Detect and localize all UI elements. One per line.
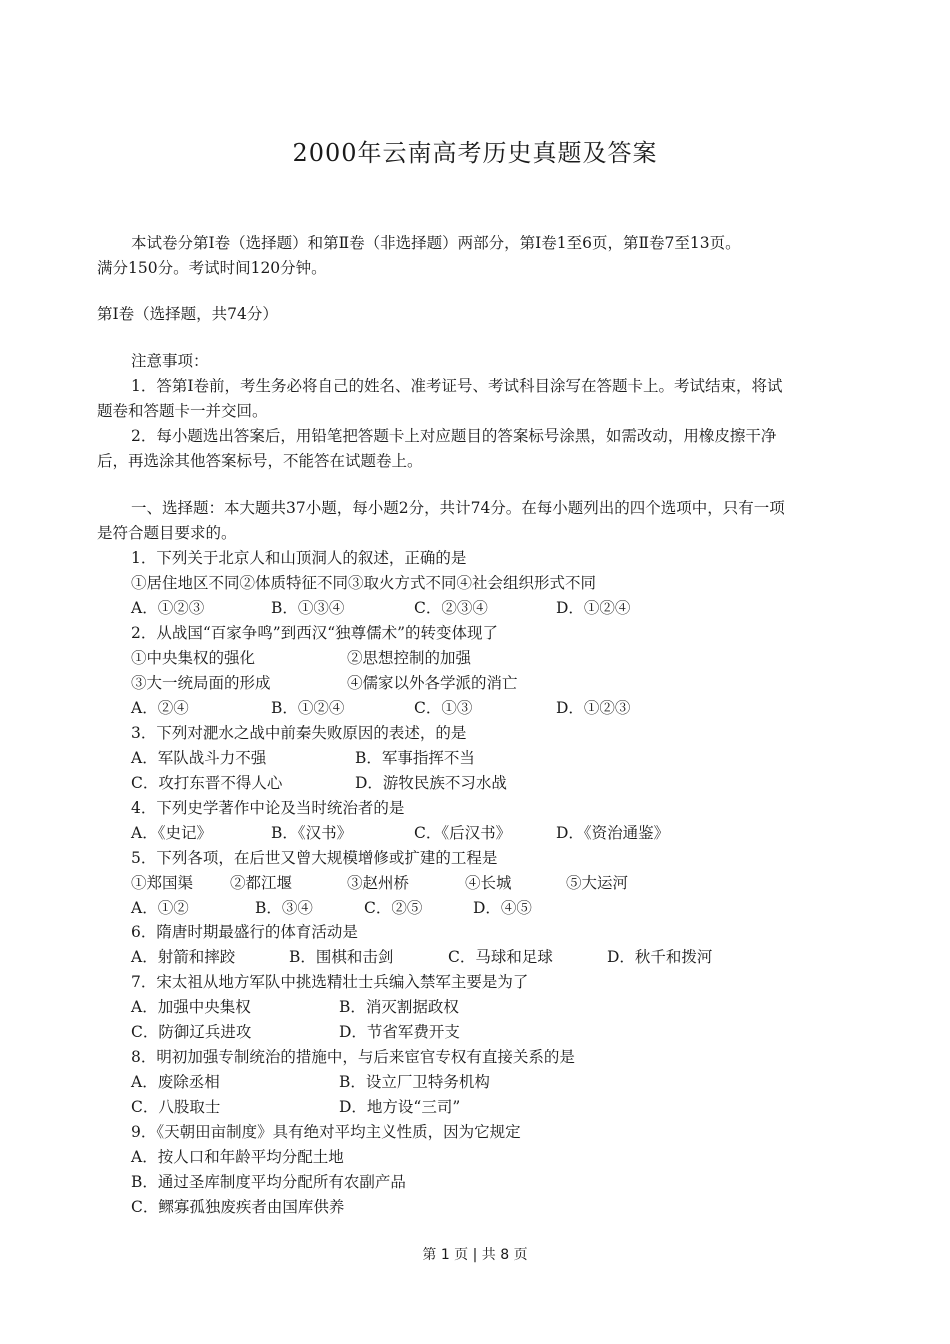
q7-option-d: D．节省军费开支	[339, 1023, 460, 1041]
notes-heading: 注意事项：	[131, 352, 209, 370]
q4-stem: 4．下列史学著作中论及当时统治者的是	[131, 799, 405, 817]
q2-option-c: C．①③	[414, 699, 473, 717]
q8-option-a: A．废除丞相	[131, 1073, 220, 1091]
q5-stem: 5．下列各项，在后世又曾大规模增修或扩建的工程是	[131, 849, 498, 867]
q8-stem: 8．明初加强专制统治的措施中，与后来宦官专权有直接关系的是	[131, 1048, 575, 1066]
q1-option-d: D．①②④	[556, 599, 631, 617]
document-title: 2000年云南高考历史真题及答案	[292, 139, 658, 167]
q3-stem: 3．下列对淝水之战中前秦失败原因的表述，的是	[131, 724, 467, 742]
q9-stem: 9．《天朝田亩制度》具有绝对平均主义性质，因为它规定	[131, 1123, 521, 1141]
q5-option-d: D．④⑤	[473, 899, 532, 917]
q9-option-a: A．按人口和年龄平均分配土地	[131, 1148, 344, 1166]
notes-line-1: 1．答第Ⅰ卷前，考生务必将自己的姓名、准考证号、考试科目涂写在答题卡上。考试结束，将试	[131, 377, 783, 395]
q5-item-2: ②都江堰	[230, 874, 293, 892]
q6-option-d: D．秋千和拨河	[607, 948, 713, 966]
q5-option-a: A．①②	[131, 899, 189, 917]
q2-option-d: D．①②③	[556, 699, 631, 717]
q7-stem: 7．宋太祖从地方军队中挑选精壮士兵编入禁军主要是为了	[131, 973, 529, 991]
q2-item-3: ③大一统局面的形成	[131, 674, 271, 692]
q1-option-c: C．②③④	[414, 599, 488, 617]
q2-option-b: B．①②④	[271, 699, 345, 717]
q3-option-d: D．游牧民族不习水战	[355, 774, 507, 792]
q7-option-b: B．消灭割据政权	[339, 998, 459, 1016]
q3-option-a: A．军队战斗力不强	[131, 749, 267, 767]
q4-option-d: D．《资治通鉴》	[556, 824, 670, 842]
q3-option-c: C．攻打东晋不得人心	[131, 774, 283, 792]
q1-items: ①居住地区不同②体质特征不同③取火方式不同④社会组织形式不同	[131, 574, 597, 592]
section1-line-1: 一、选择题：本大题共37小题，每小题2分，共计74分。在每小题列出的四个选项中，只有一项	[131, 499, 785, 517]
q6-option-c: C．马球和足球	[448, 948, 553, 966]
q5-item-3: ③赵州桥	[347, 874, 410, 892]
section1-line-2: 是符合题目要求的。	[97, 524, 237, 542]
q7-option-c: C．防御辽兵进攻	[131, 1023, 252, 1041]
q4-option-c: C．《后汉书》	[414, 824, 512, 842]
q9-option-c: C．鳏寡孤独废疾者由国库供养	[131, 1198, 345, 1216]
q5-option-b: B．③④	[255, 899, 313, 917]
intro-line-2: 满分150分。考试时间120分钟。	[97, 259, 327, 277]
q8-option-b: B．设立厂卫特务机构	[339, 1073, 490, 1091]
q3-option-b: B．军事指挥不当	[355, 749, 475, 767]
q2-stem: 2．从战国“百家争鸣”到西汉“独尊儒术”的转变体现了	[131, 624, 499, 642]
q6-option-b: B．围棋和击剑	[289, 948, 394, 966]
notes-line-3: 2．每小题选出答案后，用铅笔把答题卡上对应题目的答案标号涂黑，如需改动，用橡皮擦干净	[131, 427, 777, 445]
q5-item-1: ①郑国渠	[131, 874, 194, 892]
notes-line-2: 题卷和答题卡一并交回。	[97, 402, 268, 420]
notes-line-4: 后，再选涂其他答案标号，不能答在试题卷上。	[97, 452, 423, 470]
q5-option-c: C．②⑤	[364, 899, 423, 917]
q1-option-a: A．①②③	[131, 599, 205, 617]
q2-item-2: ②思想控制的加强	[347, 649, 472, 667]
q6-stem: 6．隋唐时期最盛行的体育活动是	[131, 923, 358, 941]
q2-item-1: ①中央集权的强化	[131, 649, 256, 667]
q1-stem: 1．下列关于北京人和山顶洞人的叙述，正确的是	[131, 549, 467, 567]
q5-item-4: ④长城	[465, 874, 512, 892]
q4-option-a: A．《史记》	[131, 824, 212, 842]
q8-option-c: C．八股取士	[131, 1098, 221, 1116]
q2-item-4: ④儒家以外各学派的消亡	[347, 674, 518, 692]
page-footer: 第 1 页 | 共 8 页	[422, 1247, 528, 1263]
q8-option-d: D．地方设“三司”	[339, 1098, 461, 1116]
q6-option-a: A．射箭和摔跤	[131, 948, 236, 966]
part1-heading: 第Ⅰ卷（选择题，共74分）	[97, 305, 278, 323]
q1-option-b: B．①③④	[271, 599, 345, 617]
q4-option-b: B．《汉书》	[271, 824, 353, 842]
intro-line-1: 本试卷分第Ⅰ卷（选择题）和第Ⅱ卷（非选择题）两部分，第Ⅰ卷1至6页，第Ⅱ卷7至13页。	[131, 234, 741, 252]
q5-item-5: ⑤大运河	[566, 874, 629, 892]
q7-option-a: A．加强中央集权	[131, 998, 251, 1016]
q9-option-b: B．通过圣库制度平均分配所有农副产品	[131, 1173, 406, 1191]
q2-option-a: A．②④	[131, 699, 189, 717]
